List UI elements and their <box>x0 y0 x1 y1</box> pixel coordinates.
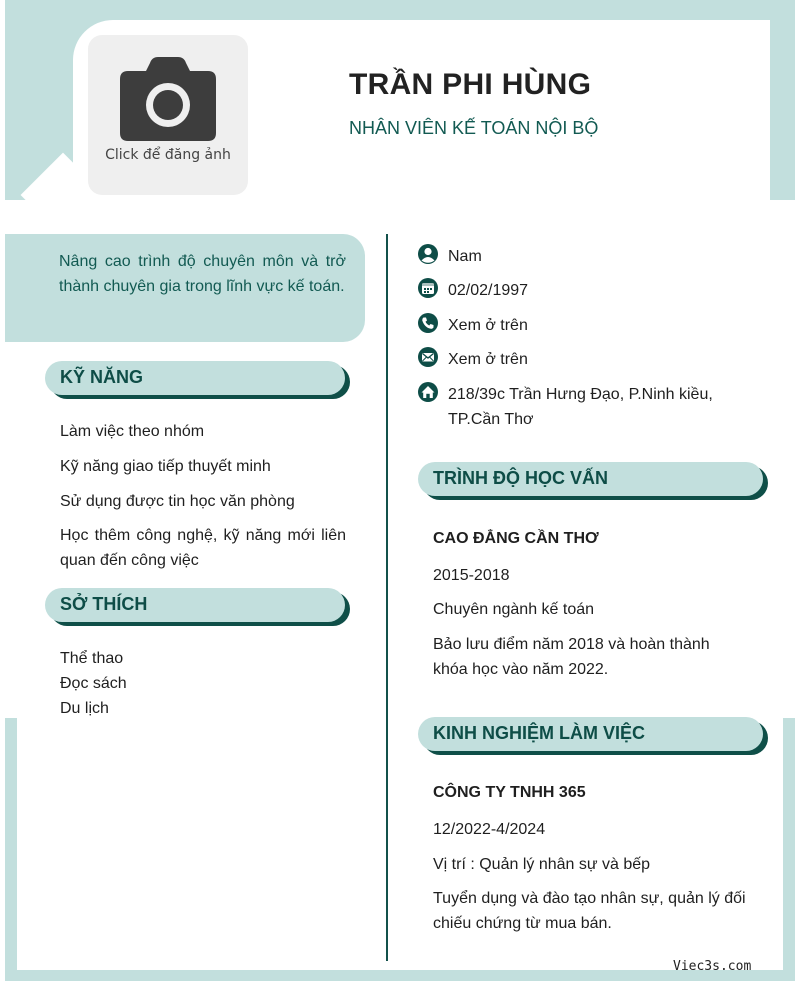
experience-heading <box>418 717 763 751</box>
education-note: Bảo lưu điểm năm 2018 và hoàn thành khóa học vào năm 2022. <box>433 636 710 678</box>
hobby-item: Thể thao <box>60 650 124 667</box>
hobbies-heading <box>45 588 345 622</box>
photo-upload[interactable] <box>88 35 248 195</box>
education-heading-label: TRÌNH ĐỘ HỌC VẤN <box>433 468 608 488</box>
skills-heading <box>45 361 345 395</box>
school-name: CAO ĐẲNG CẦN THƠ <box>433 530 599 547</box>
phone-icon <box>417 312 439 334</box>
objective-text: Nâng cao trình độ chuyên môn và trở thành chuyên gia trong lĩnh vực kế toán. <box>59 253 346 295</box>
photo-upload-label: Click để đăng ảnh <box>105 147 231 163</box>
hobby-item: Du lịch <box>60 700 109 717</box>
email-icon <box>417 346 439 368</box>
job-title: NHÂN VIÊN KẾ TOÁN NỘI BỘ <box>349 118 599 138</box>
company-name: CÔNG TY TNHH 365 <box>433 784 586 801</box>
gender-value: Nam <box>448 248 482 265</box>
education-major: Chuyên ngành kế toán <box>433 601 595 618</box>
skill-item: Sử dụng được tin học văn phòng <box>60 493 295 510</box>
calendar-icon <box>417 277 439 299</box>
hobbies-heading-label: SỞ THÍCH <box>60 594 148 614</box>
address-value: 218/39c Trần Hưng Đạo, P.Ninh kiều, TP.Cần Thơ <box>448 386 713 428</box>
skills-heading-label: KỸ NĂNG <box>60 367 144 387</box>
watermark: Viec3s.com <box>673 959 752 974</box>
hobby-item: Đọc sách <box>60 675 127 692</box>
experience-position: Vị trí : Quản lý nhân sự và bếp <box>433 856 651 873</box>
experience-description: Tuyển dụng và đào tạo nhân sự, quản lý đối chiếu chứng từ mua bán. <box>433 890 746 932</box>
education-heading <box>418 462 763 496</box>
experience-period: 12/2022-4/2024 <box>433 821 546 838</box>
column-divider <box>386 234 388 961</box>
skill-item: Kỹ năng giao tiếp thuyết minh <box>60 458 271 475</box>
experience-heading-label: KINH NGHIỆM LÀM VIỆC <box>433 723 646 743</box>
email-value: Xem ở trên <box>448 351 528 368</box>
skill-item: Học thêm công nghệ, kỹ năng mới liên quan đến công việc <box>60 527 346 569</box>
home-icon <box>417 381 439 403</box>
birthday-value: 02/02/1997 <box>448 282 529 299</box>
camera-icon <box>120 57 216 141</box>
candidate-name: TRẦN PHI HÙNG <box>349 68 592 101</box>
career-objective <box>5 234 365 342</box>
skill-item: Làm việc theo nhóm <box>60 423 205 440</box>
phone-value: Xem ở trên <box>448 317 528 334</box>
education-period: 2015-2018 <box>433 567 510 584</box>
user-icon <box>417 243 439 265</box>
